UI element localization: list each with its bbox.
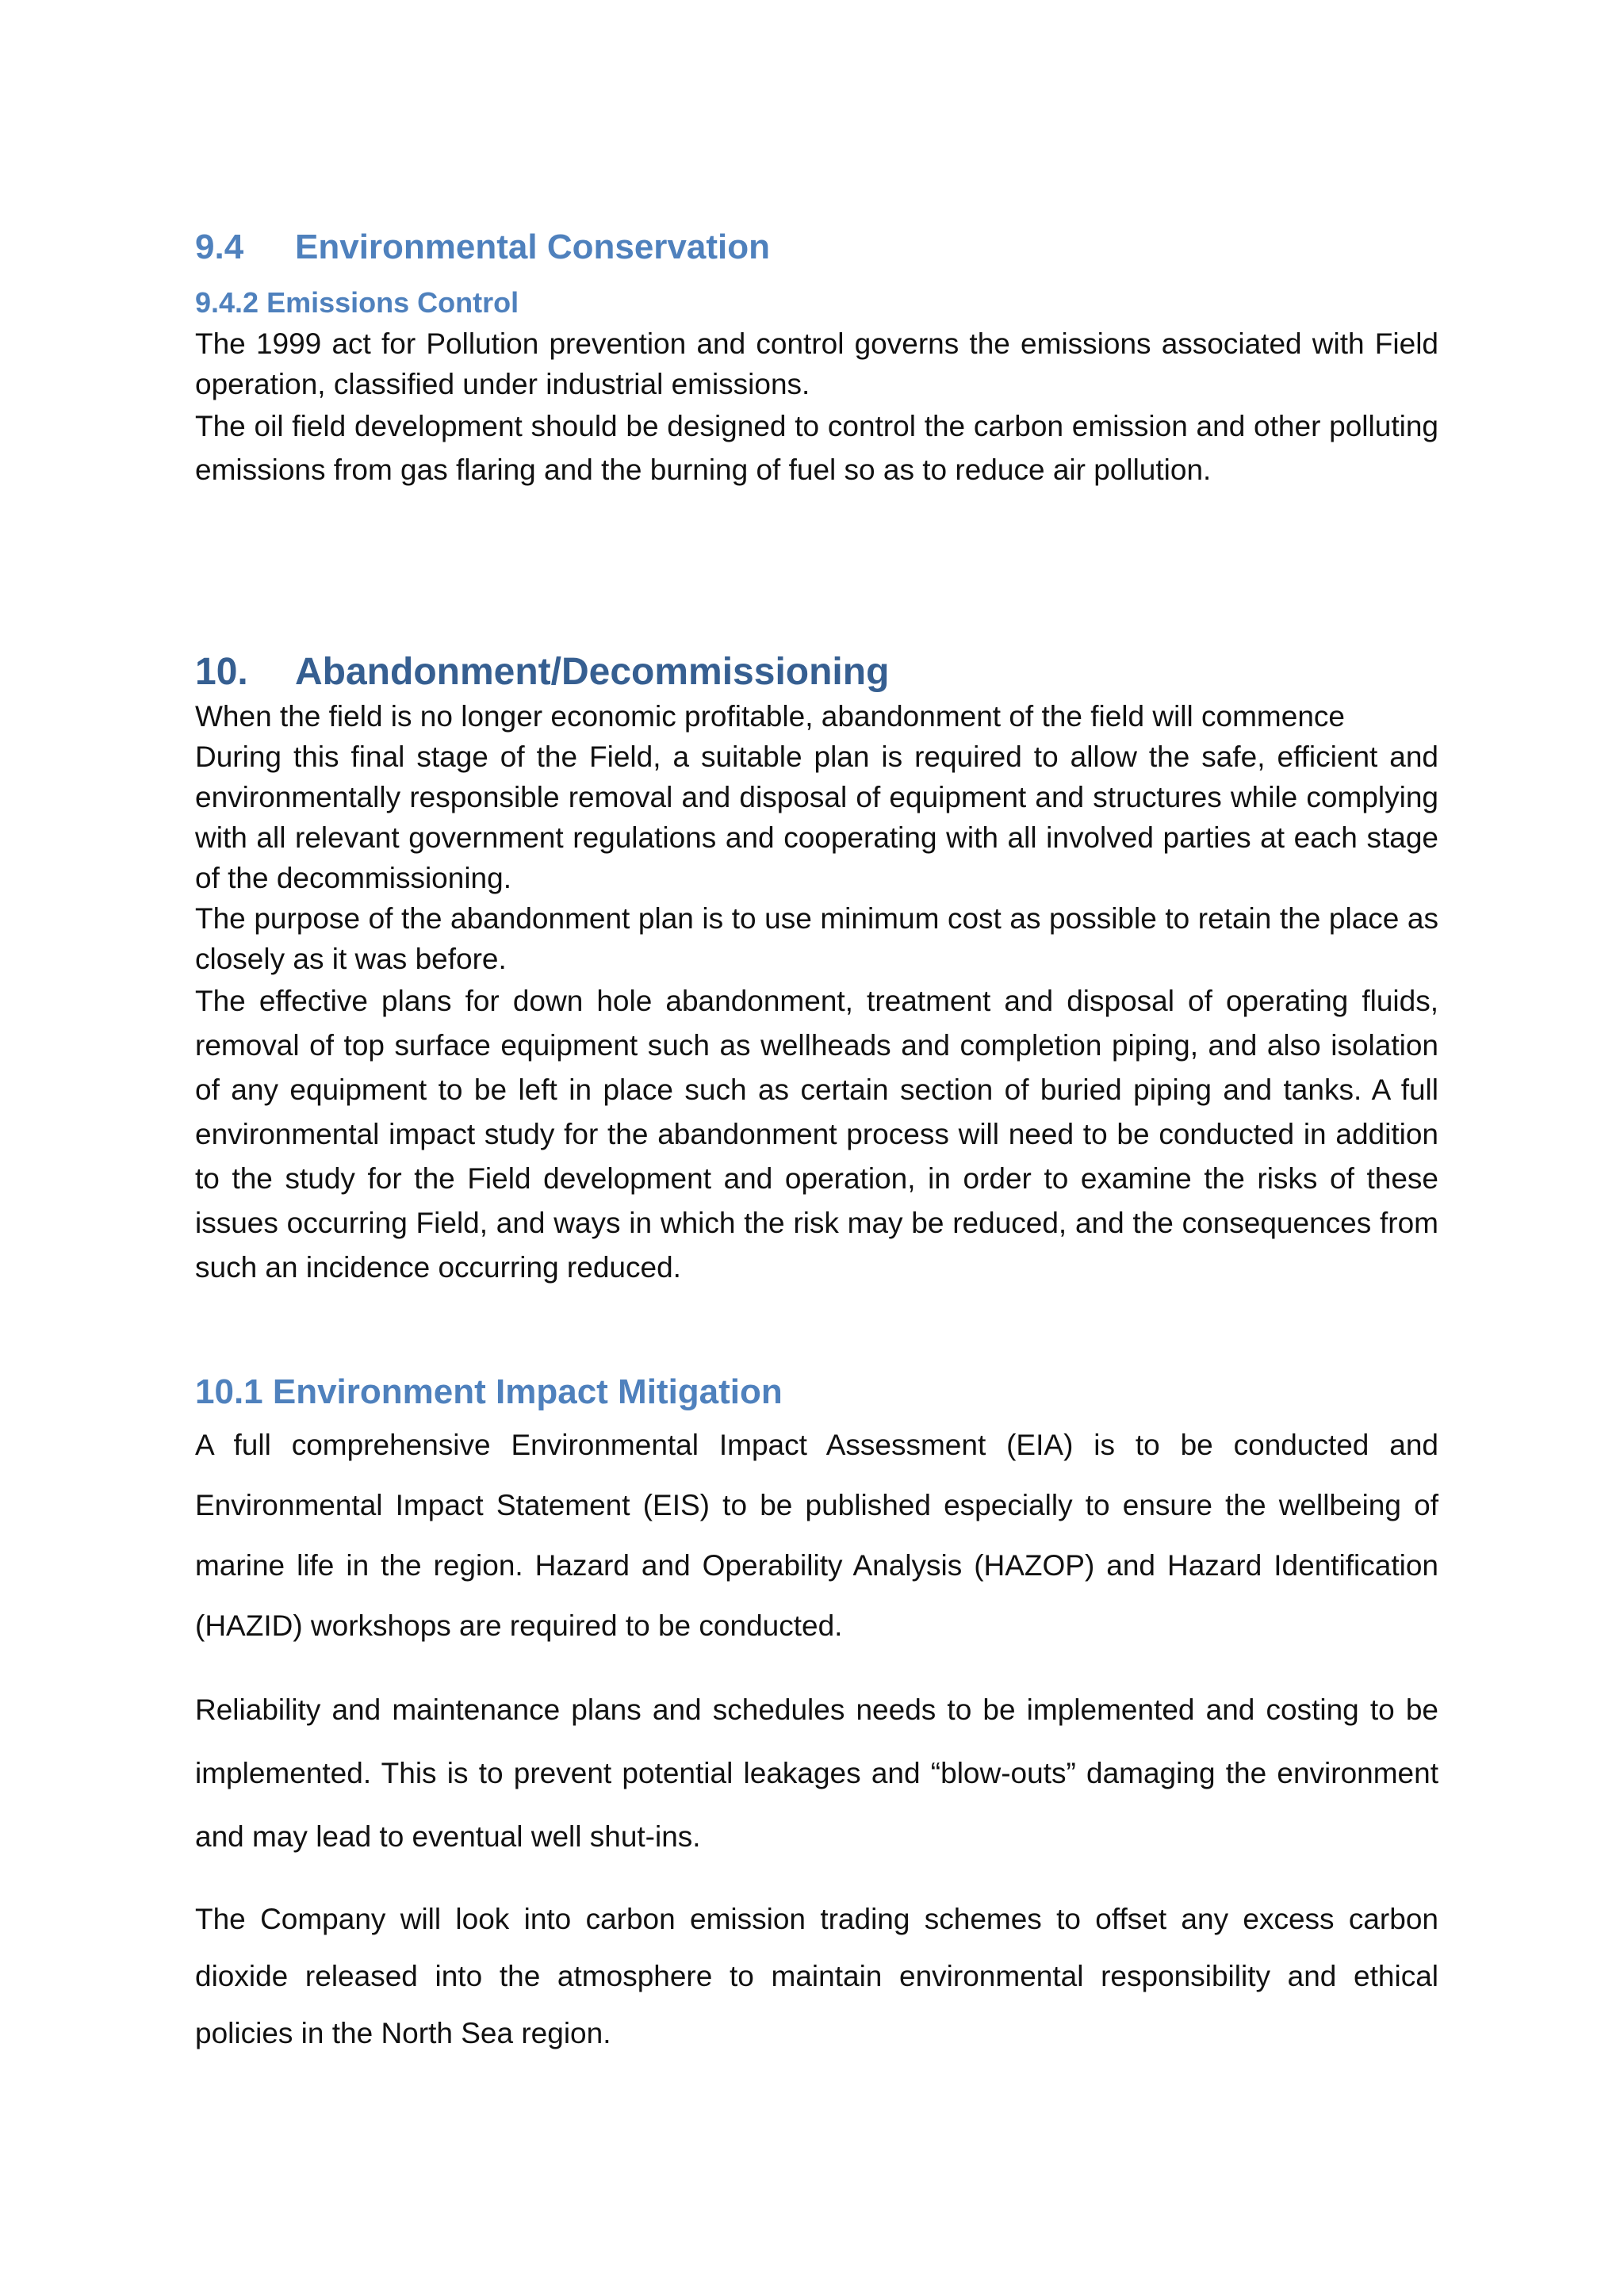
heading-9-4-2: 9.4.2 Emissions Control <box>195 286 519 319</box>
heading-10-number: 10. <box>195 651 248 693</box>
heading-9-4-title: Environmental Conservation <box>295 228 771 266</box>
abandonment-paragraph-1: When the field is no longer economic profitable, abandonment of the field will commence <box>195 700 1345 733</box>
mitigation-paragraph-2: Reliability and maintenance plans and schedules needs to be implemented and costing to be implemented. This is to prevent potential leakages and “blow-outs” damaging the environment and may lead to eventual well shut-ins. <box>195 1693 1438 1853</box>
abandonment-paragraph-2: During this final stage of the Field, a suitable plan is required to allow the safe, efficient and environmentally responsible removal and disposal of equipment and structures while complying with all relevant government regulations and cooperating with all involved parties at each stage of the decommissioning. <box>195 740 1438 894</box>
emissions-paragraph-1: The 1999 act for Pollution prevention and control governs the emissions associated with Field operation, classified under industrial emissions. <box>195 327 1438 400</box>
abandonment-body <box>195 696 1438 1290</box>
document-body <box>195 224 1438 2062</box>
heading-10-title: Abandonment/Decommissioning <box>295 651 890 693</box>
heading-9-4 <box>195 224 1438 271</box>
mitigation-body <box>195 1415 1438 2062</box>
mitigation-paragraph-3: The Company will look into carbon emission trading schemes to offset any excess carbon dioxide released into the atmosphere to maintain environmental responsibility and ethical policies in the North Sea region. <box>195 1903 1438 2049</box>
abandonment-paragraph-3: The purpose of the abandonment plan is to use minimum cost as possible to retain the place as closely as it was before. <box>195 902 1438 975</box>
abandonment-paragraph-4: The effective plans for down hole abandonment, treatment and disposal of operating fluids, removal of top surface equipment such as wellheads and completion piping, and also isolation of any equipment to be left in place such as certain section of buried piping and tanks. A full environmental impact study for the abandonment process will need to be conducted in addition to the study for the Field development and operation, in order to examine the risks of these issues occurring Field, and ways in which the risk may be reduced, and the consequences from such an incidence occurring reduced. <box>195 985 1438 1284</box>
heading-10-1: 10.1 Environment Impact Mitigation <box>195 1372 783 1411</box>
emissions-control-body <box>195 323 1438 492</box>
emissions-paragraph-2: The oil field development should be designed to control the carbon emission and other polluting emissions from gas flaring and the burning of fuel so as to reduce air pollution. <box>195 410 1438 486</box>
heading-9-4-number: 9.4 <box>195 228 244 266</box>
mitigation-paragraph-1: A full comprehensive Environmental Impact Assessment (EIA) is to be conducted and Environmental Impact Statement (EIS) to be published especially to ensure the wellbeing of marine life in the region. Hazard and Operability Analysis (HAZOP) and Hazard Identification (HAZID) workshops are required to be conducted. <box>195 1429 1438 1642</box>
heading-10 <box>195 647 1438 698</box>
